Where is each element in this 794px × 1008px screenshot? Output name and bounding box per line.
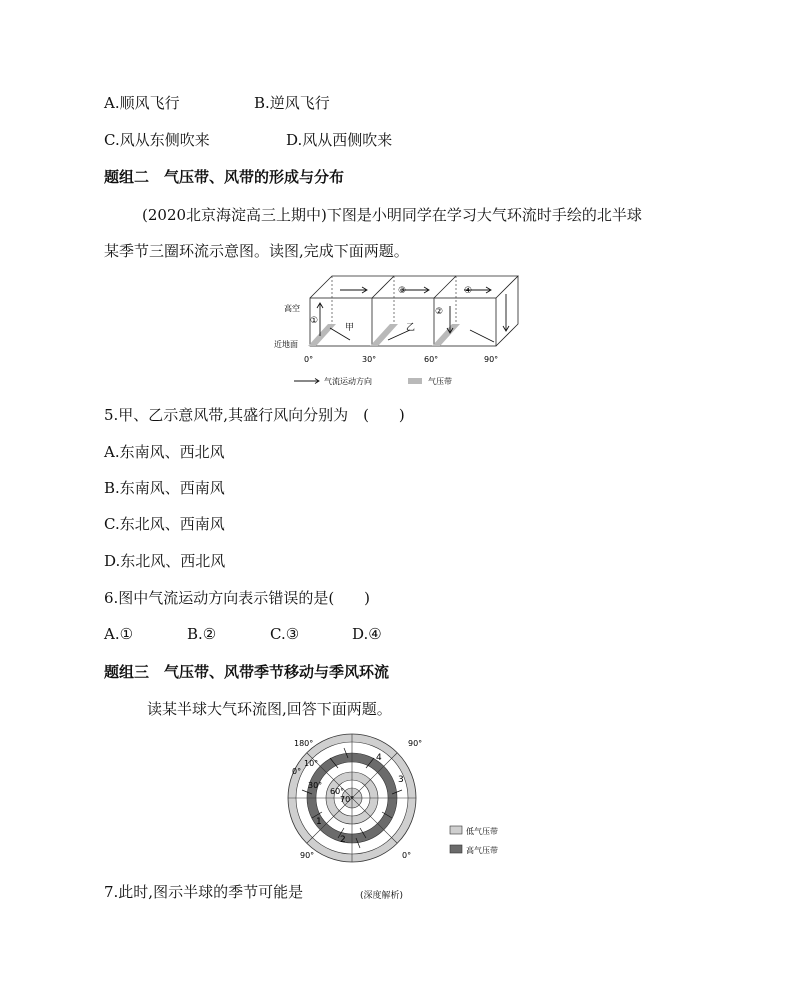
group2-intro-line2: 某季节三圈环流示意图。读图,完成下面两题。	[104, 242, 409, 260]
circle-num-2: ②	[435, 307, 444, 317]
label-ground: 近地面	[274, 340, 298, 349]
q7-stem: 7.此时,图示半球的季节可能是	[104, 883, 304, 901]
legend-low-label: 低气压带	[466, 827, 498, 836]
q6-option-b: B.②	[187, 625, 217, 643]
circle-num-1: ①	[310, 316, 319, 326]
label-high-altitude: 高空	[284, 304, 300, 313]
lat-0: 0°	[304, 355, 314, 364]
q6-stem: 6.图中气流运动方向表示错误的是( )	[104, 589, 371, 607]
circle-num-3: ③	[398, 286, 407, 296]
label-90-top: 90°	[408, 739, 423, 748]
hemisphere-circulation-diagram	[280, 730, 520, 870]
q5-option-a: A.东南风、西北风	[104, 443, 225, 461]
label-180: 180°	[294, 739, 314, 748]
group3-heading: 题组三 气压带、风带季节移动与季风环流	[104, 663, 390, 681]
q4-option-a: A.顺风飞行	[104, 94, 180, 112]
legend-low-swatch	[450, 826, 462, 834]
group2-intro-line1: (2020北京海淀高三上期中)下图是小明同学在学习大气环流时手绘的北半球	[142, 206, 642, 224]
label-0-bottom: 0°	[402, 851, 412, 860]
three-cell-circulation-diagram	[270, 268, 530, 396]
airflow-arrows	[317, 287, 509, 342]
figure2-legend	[450, 826, 498, 855]
legend-high-swatch	[450, 845, 462, 853]
label-70: 70°	[340, 795, 355, 804]
label-30: 30°	[308, 781, 323, 790]
q6-option-a: A.①	[104, 625, 134, 643]
q5-option-b: B.东南风、西南风	[104, 479, 225, 497]
q6-option-d: D.④	[352, 625, 382, 643]
legend-high-label: 高气压带	[466, 846, 498, 855]
label-num-4: 4	[376, 753, 382, 763]
label-num-1: 1	[316, 817, 322, 827]
q7-analysis-tag: (深度解析)	[360, 891, 404, 901]
legend-pressure-label: 气压带	[428, 377, 452, 386]
q6-option-c: C.③	[270, 625, 300, 643]
group2-heading: 题组二 气压带、风带的形成与分布	[104, 168, 345, 186]
q4-option-c: C.风从东侧吹来	[104, 131, 210, 149]
label-60: 60°	[330, 787, 345, 796]
legend-pressure-swatch	[408, 378, 422, 384]
label-jia: 甲	[345, 323, 355, 333]
group3-intro: 读某半球大气环流图,回答下面两题。	[147, 700, 392, 718]
q5-option-c: C.东北风、西南风	[104, 515, 225, 533]
legend-airflow-label: 气流运动方向	[324, 377, 372, 386]
q4-option-b: B.逆风飞行	[254, 94, 330, 112]
label-0-left: 0°	[292, 767, 302, 776]
figure1-legend	[294, 376, 452, 386]
label-10: 10°	[304, 759, 319, 768]
q5-stem: 5.甲、乙示意风带,其盛行风向分别为 ( )	[104, 406, 405, 424]
q5-option-d: D.东北风、西北风	[104, 552, 226, 570]
label-num-3: 3	[398, 775, 404, 785]
label-num-2: 2	[340, 835, 346, 845]
q4-option-d: D.风从西侧吹来	[286, 131, 393, 149]
lat-90: 90°	[484, 355, 499, 364]
label-90-bottom: 90°	[300, 851, 315, 860]
pressure-belt-stripes	[308, 324, 460, 346]
circle-num-4: ④	[464, 286, 473, 296]
box-front-face	[310, 298, 496, 346]
lat-60: 60°	[424, 355, 439, 364]
lat-30: 30°	[362, 355, 377, 364]
label-yi: 乙	[406, 323, 416, 333]
